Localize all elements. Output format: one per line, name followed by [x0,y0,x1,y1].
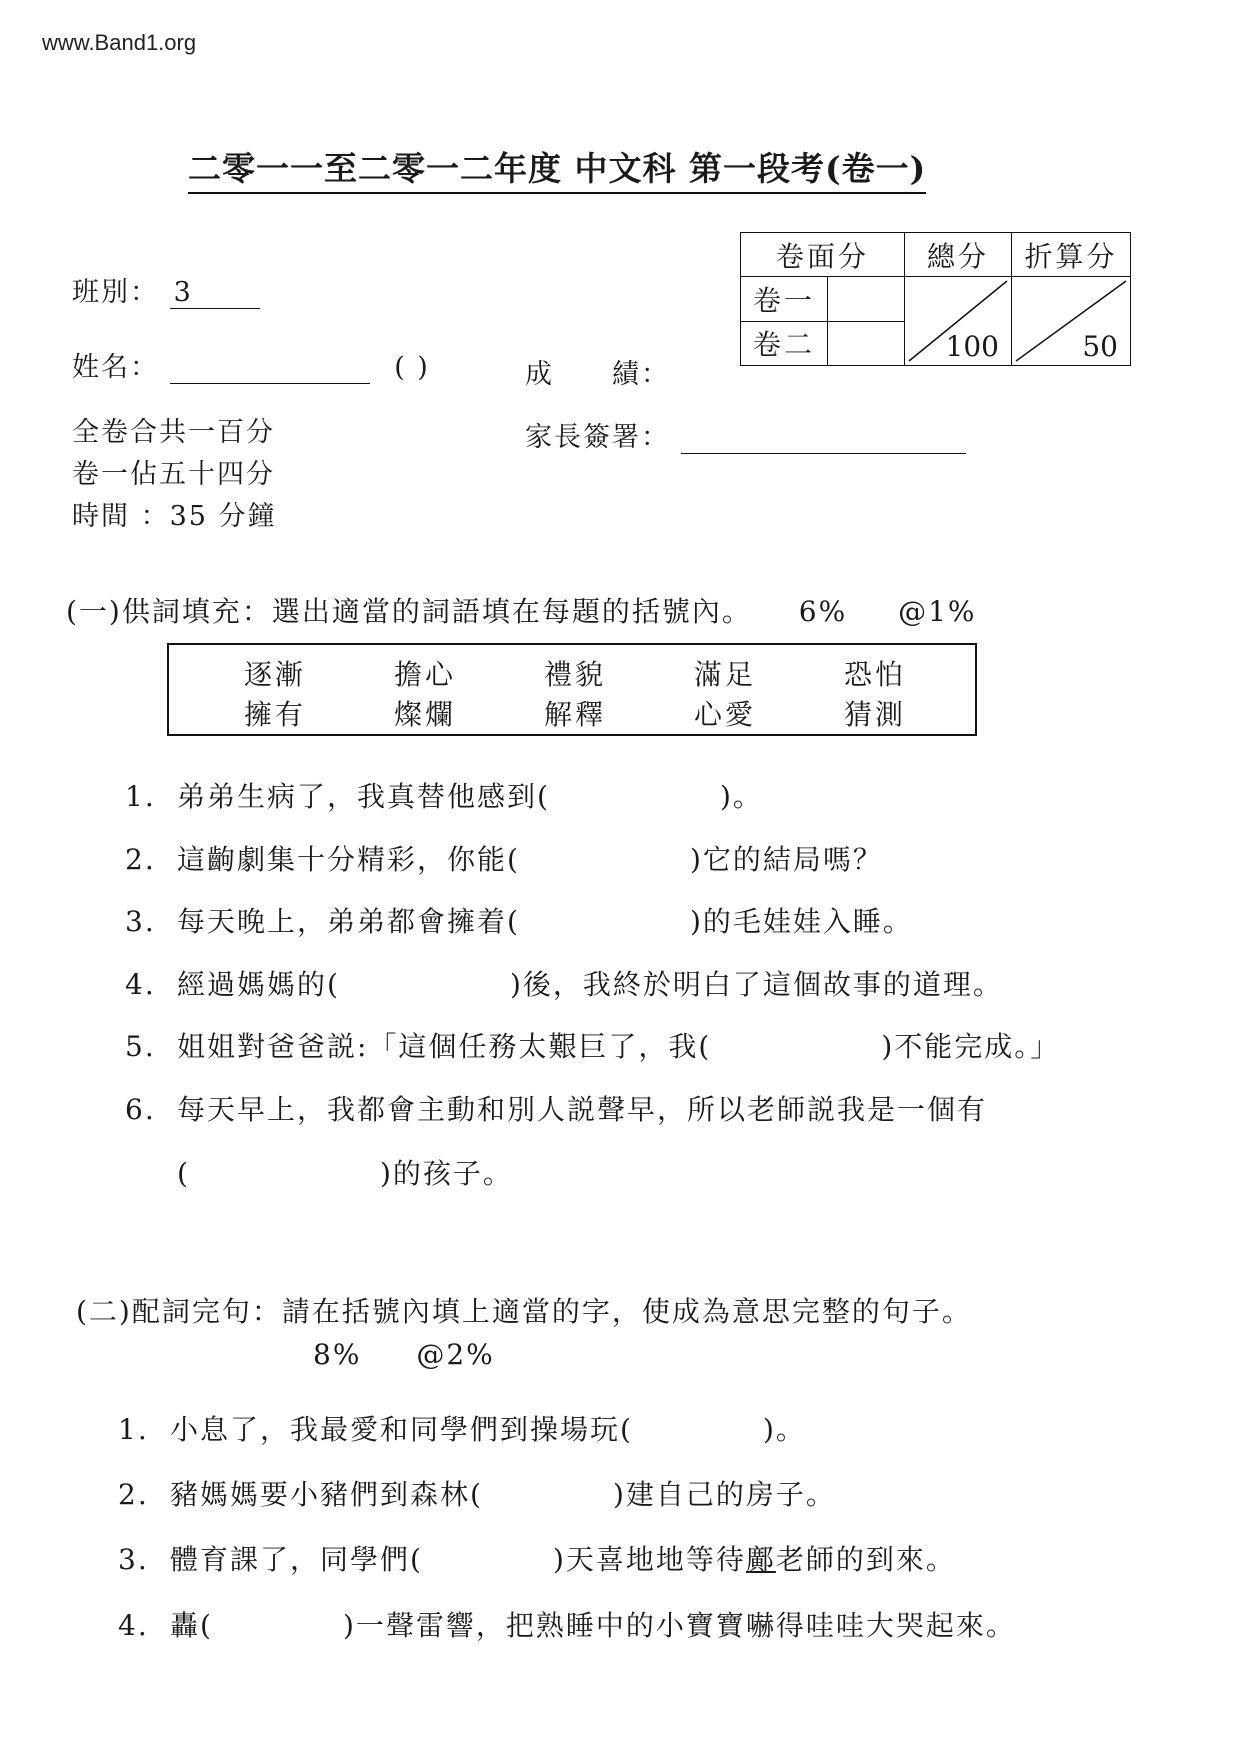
section1-question [125,900,913,940]
teacher-surname: 鄺 [745,1543,776,1576]
section1-question [125,775,763,815]
question-text-after: )。 [719,780,763,813]
word-bank-item: 滿足 [694,658,757,691]
question-text-after: )的毛娃娃入睡。 [689,905,913,938]
question-number: 2. [118,1478,149,1511]
question-text-before: 小息了，我最愛和同學們到操場玩( [170,1413,633,1446]
word-bank-item: 心愛 [694,698,757,731]
section2-marks: 8% [313,1338,362,1371]
question-text-after: )天喜地地等待 [552,1543,746,1576]
word-bank-item: 逐漸 [244,658,307,691]
section1-question [125,838,883,878]
question-number: 6. [125,1093,156,1126]
question-text-before: 每天晚上，弟弟都會擁着( [177,905,520,938]
name-label: 姓名： [72,352,159,383]
converted-max: 50 [1082,330,1118,363]
header-paper-score: 卷面分 [741,233,905,277]
question-text-before: 轟( [170,1609,213,1642]
question-number: 1. [118,1413,149,1446]
question-number: 5. [125,1030,156,1063]
question-number: 2. [125,843,156,876]
question-text-before: ( [177,1157,190,1190]
question-text-before: 這齣劇集十分精彩，你能( [177,843,520,876]
question-text-after: )後，我終於明白了這個故事的道理。 [509,968,1003,1001]
question-text-before: 豬媽媽要小豬們到森林( [170,1478,483,1511]
question-number: 3. [118,1543,149,1576]
section1-marks: 6% [798,595,848,628]
total-marks-text: 全卷合共一百分 [72,417,275,448]
section2-question [118,1473,836,1513]
total-max: 100 [945,330,999,363]
section2-question [118,1408,806,1448]
header-converted: 折算分 [1012,233,1131,277]
paper1-score-cell [828,277,905,322]
row-paper2-label: 卷二 [741,321,828,366]
class-label: 班別： [72,277,159,308]
section2-heading: (二)配詞完句：請在括號內填上適當的字，使成為意思完整的句子。 [76,1295,972,1328]
question-number: 3. [125,905,156,938]
question-text-after: )。 [762,1413,806,1446]
website-url: www.Band1.org [42,30,197,55]
question-text-before: 體育課了，同學們( [170,1543,423,1576]
question-number: 1. [125,780,156,813]
word-bank-item: 禮貌 [544,658,607,691]
section1-question [125,963,1003,1003]
class-field [72,270,260,309]
seat-number-paren: ( ) [394,352,430,383]
total-score-cell [905,277,1012,366]
question-text-after: )不能完成。」 [881,1030,1061,1063]
question-text-before: 經過媽媽的( [177,968,340,1001]
section1-per-item: @1% [898,595,977,628]
paper2-score-cell [828,321,905,366]
name-field [72,345,430,384]
converted-score-cell [1012,277,1131,366]
word-bank-item: 擔心 [394,658,457,691]
section1-title: (一)供詞填充：選出適當的詞語填在每題的括號內。 [66,595,752,628]
score-table [740,232,1131,366]
name-blank [170,353,370,384]
time-text: 時間 ：35 分鐘 [72,501,277,532]
section1-question [125,1025,1060,1065]
word-bank-item: 猜測 [844,698,907,731]
row-paper1-label: 卷一 [741,277,828,322]
word-bank-item: 擁有 [244,698,307,731]
question-text-tail: 老師的到來。 [775,1543,956,1576]
word-bank-item: 恐怕 [844,658,907,691]
word-bank-item: 燦爛 [394,698,457,731]
section2-marks-line [313,1338,495,1371]
question-number: 4. [125,968,156,1001]
grade-label: 成 績： [525,359,670,390]
exam-title: 二零一一至二零一二年度 中文科 第一段考(卷一) [188,143,926,194]
question-text-after: )建自己的房子。 [612,1478,836,1511]
header-total: 總分 [905,233,1012,277]
question-text-after: )的孩子。 [379,1157,513,1190]
section2-question [118,1604,1016,1644]
parent-sign-label: 家長簽署： [525,422,670,453]
section2-question [118,1538,956,1578]
section1-question-continuation [177,1152,513,1192]
question-text-after: )它的結局嗎？ [689,843,883,876]
section1-heading [66,590,977,630]
class-value: 3 [170,277,260,309]
word-bank [167,643,977,736]
question-text-before: 姐姐對爸爸説:「這個任務太艱巨了，我( [177,1030,712,1063]
question-text-before: 弟弟生病了，我真替他感到( [177,780,550,813]
question-text-after: )一聲雷響，把熟睡中的小寶寶嚇得哇哇大哭起來。 [342,1609,1016,1642]
question-text-before: 每天早上，我都會主動和別人説聲早，所以老師説我是一個有 [177,1093,988,1126]
question-number: 4. [118,1609,149,1642]
parent-sign-field [525,415,966,454]
section1-question [125,1088,987,1128]
section2-per-item: @2% [416,1338,495,1371]
paper-marks-text: 卷一佔五十四分 [72,459,275,490]
word-bank-item: 解釋 [544,698,607,731]
parent-sign-blank [681,423,966,454]
